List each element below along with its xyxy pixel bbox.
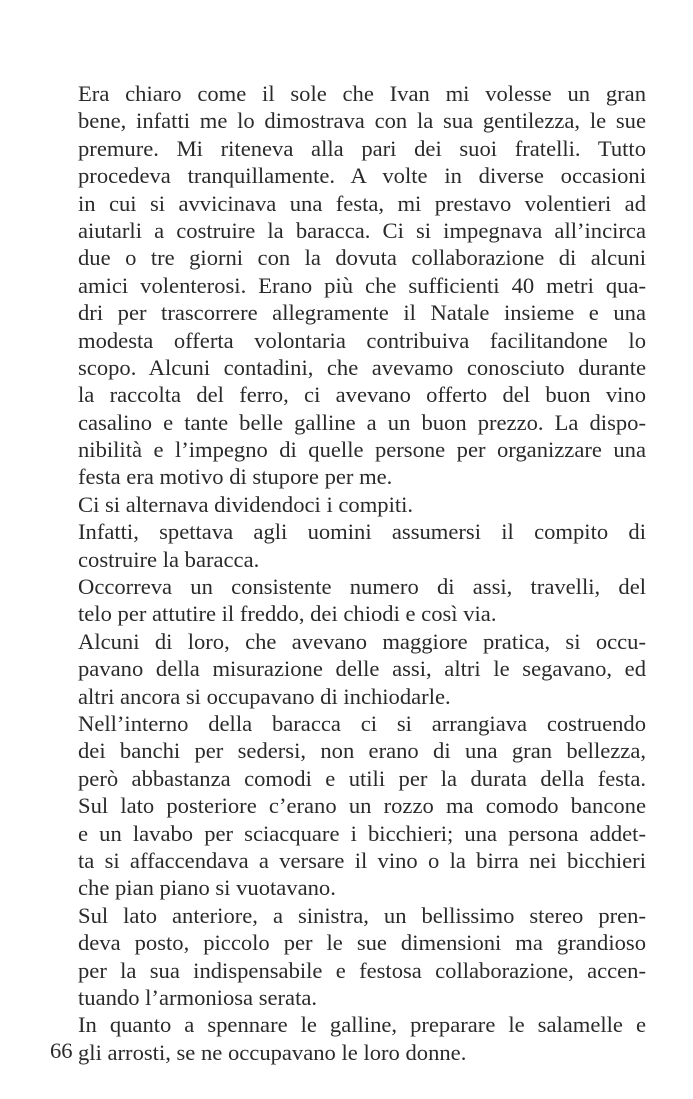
text-line: due o tre giorni con la dovuta collaborazione di alcuni bbox=[78, 245, 646, 271]
text-line: premure. Mi riteneva alla pari dei suoi fratelli. Tutto bbox=[78, 135, 646, 161]
text-line: pavano della misurazione delle assi, altri le segavano, ed bbox=[78, 656, 646, 682]
text-line: aiutarli a costruire la baracca. Ci si impegnava all’incirca bbox=[78, 217, 646, 243]
text-line: In quanto a spennare le galline, preparare le salamelle e bbox=[78, 1012, 646, 1038]
text-line: scopo. Alcuni contadini, che avevamo conosciuto durante bbox=[78, 354, 646, 380]
text-line: modesta offerta volontaria contribuiva facilitandone lo bbox=[78, 327, 646, 353]
text-line: tuando l’armoniosa serata. bbox=[78, 984, 318, 1010]
text-line: deva posto, piccolo per le sue dimensioni ma grandioso bbox=[78, 930, 646, 956]
text-line: festa era motivo di stupore per me. bbox=[78, 464, 393, 490]
text-line: procedeva tranquillamente. A volte in diverse occasioni bbox=[78, 163, 646, 189]
text-line: però abbastanza comodi e utili per la durata della festa. bbox=[78, 765, 646, 791]
page-number: 66 bbox=[50, 1038, 73, 1063]
text-line: Sul lato anteriore, a sinistra, un bellissimo stereo pren- bbox=[78, 902, 646, 928]
text-line: Nell’interno della baracca ci si arrangiava costruendo bbox=[78, 710, 646, 736]
text-line: telo per attutire il freddo, dei chiodi e così via. bbox=[78, 601, 497, 627]
text-line: dri per trascorrere allegramente il Natale insieme e una bbox=[78, 300, 646, 326]
text-line: Ci si alternava dividendoci i compiti. bbox=[78, 491, 414, 517]
page-text bbox=[78, 80, 646, 1066]
text-line: in cui si avvicinava una festa, mi prestavo volentieri ad bbox=[78, 190, 646, 216]
text-line: per la sua indispensabile e festosa collaborazione, accen- bbox=[78, 957, 646, 983]
text-line: Infatti, spettava agli uomini assumersi il compito di bbox=[78, 519, 646, 545]
text-line: altri ancora si occupavano di inchiodarle. bbox=[78, 683, 451, 709]
text-line: nibilità e l’impegno di quelle persone per organizzare una bbox=[78, 437, 646, 463]
text-line: Sul lato posteriore c’erano un rozzo ma comodo bancone bbox=[78, 793, 646, 819]
text-line: che pian piano si vuotavano. bbox=[78, 875, 336, 901]
text-line: e un lavabo per sciacquare i bicchieri; una persona addet- bbox=[78, 820, 646, 846]
text-line: bene, infatti me lo dimostrava con la sua gentilezza, le sue bbox=[78, 108, 646, 134]
text-line: Occorreva un consistente numero di assi, travelli, del bbox=[78, 574, 646, 600]
text-line: gli arrosti, se ne occupavano le loro donne. bbox=[78, 1039, 467, 1065]
text-line: ta si affaccendava a versare il vino o la birra nei bicchieri bbox=[78, 847, 646, 873]
text-line: dei banchi per sedersi, non erano di una gran bellezza, bbox=[78, 738, 646, 764]
text-line: costruire la baracca. bbox=[78, 546, 260, 572]
text-line: casalino e tante belle galline a un buon prezzo. La dispo- bbox=[78, 409, 646, 435]
text-line: Alcuni di loro, che avevano maggiore pratica, si occu- bbox=[78, 628, 646, 654]
text-line: la raccolta del ferro, ci avevano offerto del buon vino bbox=[78, 382, 646, 408]
text-line: Era chiaro come il sole che Ivan mi volesse un gran bbox=[78, 81, 646, 106]
text-line: amici volenterosi. Erano più che sufficienti 40 metri qua- bbox=[78, 272, 646, 298]
